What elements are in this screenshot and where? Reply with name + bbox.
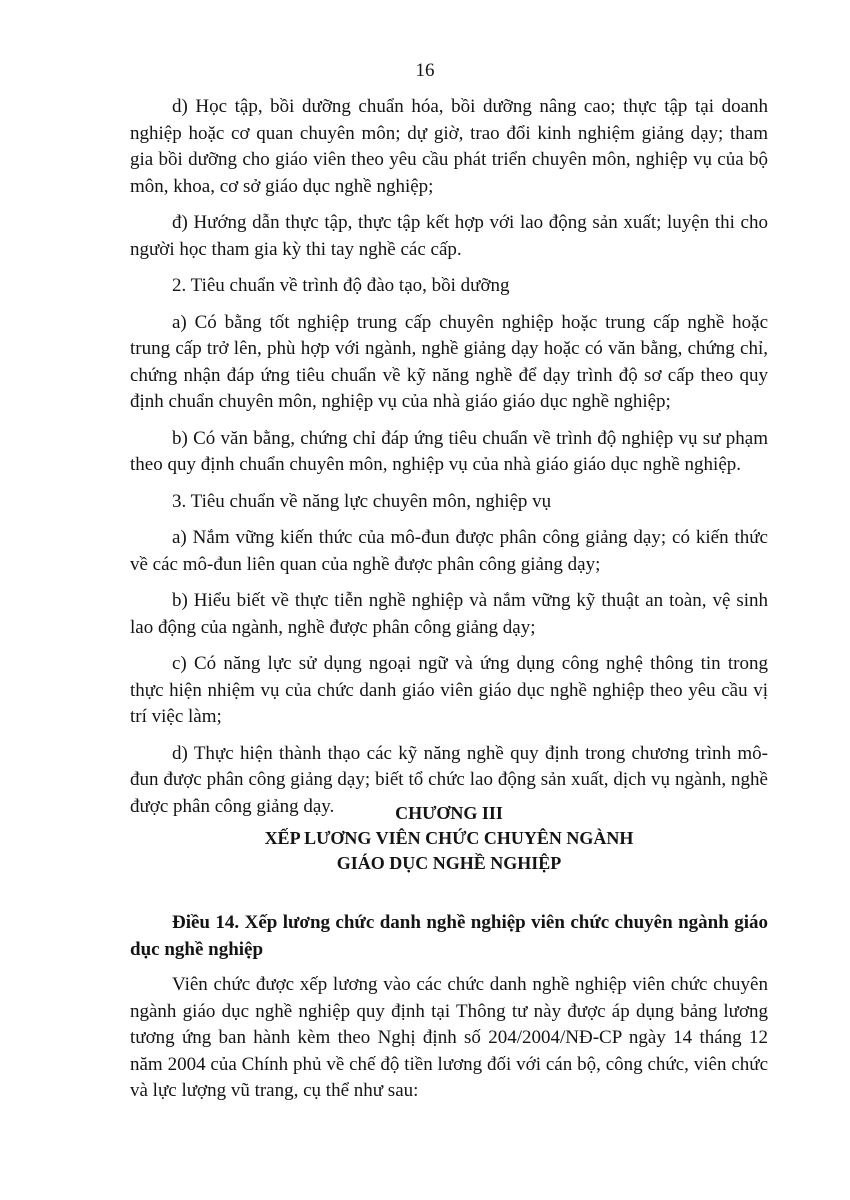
section-heading-professional-competence: 3. Tiêu chuẩn về năng lực chuyên môn, nghiệp vụ — [172, 490, 552, 512]
paragraph-c-ngoai-ngu-cntt: c) Có năng lực sử dụng ngoại ngữ và ứng dụng công nghệ thông tin trong thực hiện nhiệm vụ của chức danh giáo viên giáo dục nghề nghiệp theo yêu cầu vị trí việc làm; — [130, 653, 768, 727]
section-heading-training-standards: 2. Tiêu chuẩn về trình độ đào tạo, bồi dưỡng — [172, 275, 510, 296]
chapter-title-line-1: XẾP LƯƠNG VIÊN CHỨC CHUYÊN NGÀNH — [264, 828, 634, 848]
paragraph-dd-huong-dan-thuc-tap: đ) Hướng dẫn thực tập, thực tập kết hợp với lao động sản xuất; luyện thi cho người học tham gia kỳ thi tay nghề các cấp. — [130, 212, 768, 260]
article-body: Viên chức được xếp lương vào các chức danh nghề nghiệp viên chức chuyên ngành giáo dục nghề nghiệp quy định tại Thông tư này được áp dụng bảng lương tương ứng ban hành kèm theo Nghị định số 204/2004/NĐ-CP ngày 14 tháng 12 năm 2004 của Chính phủ về chế độ tiền lương đối với cán bộ, công chức, viên chức và lực lượng vũ trang, cụ thể như sau: — [130, 974, 768, 1101]
chapter-title-line-2: GIÁO DỤC NGHỀ NGHIỆP — [336, 853, 562, 873]
article-heading: Điều 14. Xếp lương chức danh nghề nghiệp viên chức chuyên ngành giáo dục nghề nghiệp — [130, 912, 768, 960]
paragraph-a-bang-tot-nghiep: a) Có bằng tốt nghiệp trung cấp chuyên nghiệp hoặc trung cấp nghề hoặc trung cấp trở lên, phù hợp với ngành, nghề giảng dạy hoặc có văn bằng, chứng chỉ, chứng nhận đáp ứng tiêu chuẩn về kỹ năng nghề để dạy trình độ sơ cấp theo quy định chuẩn chuyên môn, nghiệp vụ của nhà giáo giáo dục nghề nghiệp; — [130, 311, 768, 412]
paragraph-b-hieu-biet-thuc-tien: b) Hiểu biết về thực tiễn nghề nghiệp và nắm vững kỹ thuật an toàn, vệ sinh lao động của ngành, nghề được phân công giảng dạy; — [130, 590, 768, 638]
body-text — [130, 94, 768, 830]
article-14 — [130, 909, 768, 1105]
chapter-heading — [130, 801, 768, 876]
paragraph-b-van-bang-chung-chi: b) Có văn bằng, chứng chỉ đáp ứng tiêu chuẩn về trình độ nghiệp vụ sư phạm theo quy định chuẩn chuyên môn, nghiệp vụ của nhà giáo giáo dục nghề nghiệp. — [130, 427, 768, 475]
paragraph-d-ky-nang-nghe: d) Thực hiện thành thạo các kỹ năng nghề quy định trong chương trình mô-đun được phân công giảng dạy; biết tổ chức lao động sản xuất, dịch vụ ngành, nghề được phân công giảng dạy. — [130, 742, 768, 817]
paragraph-a-nam-vung-kien-thuc: a) Nắm vững kiến thức của mô-đun được phân công giảng dạy; có kiến thức về các mô-đun liên quan của nghề được phân công giảng dạy; — [130, 527, 768, 575]
page-number: 16 — [415, 60, 435, 81]
chapter-number: CHƯƠNG III — [395, 803, 503, 823]
paragraph-d-hoc-tap: d) Học tập, bồi dưỡng chuẩn hóa, bồi dưỡng nâng cao; thực tập tại doanh nghiệp hoặc cơ quan chuyên môn; dự giờ, trao đổi kinh nghiệm giảng dạy; tham gia bồi dưỡng cho giáo viên theo yêu cầu phát triển chuyên môn, nghiệp vụ của bộ môn, khoa, cơ sở giáo dục nghề nghiệp; — [130, 96, 768, 197]
